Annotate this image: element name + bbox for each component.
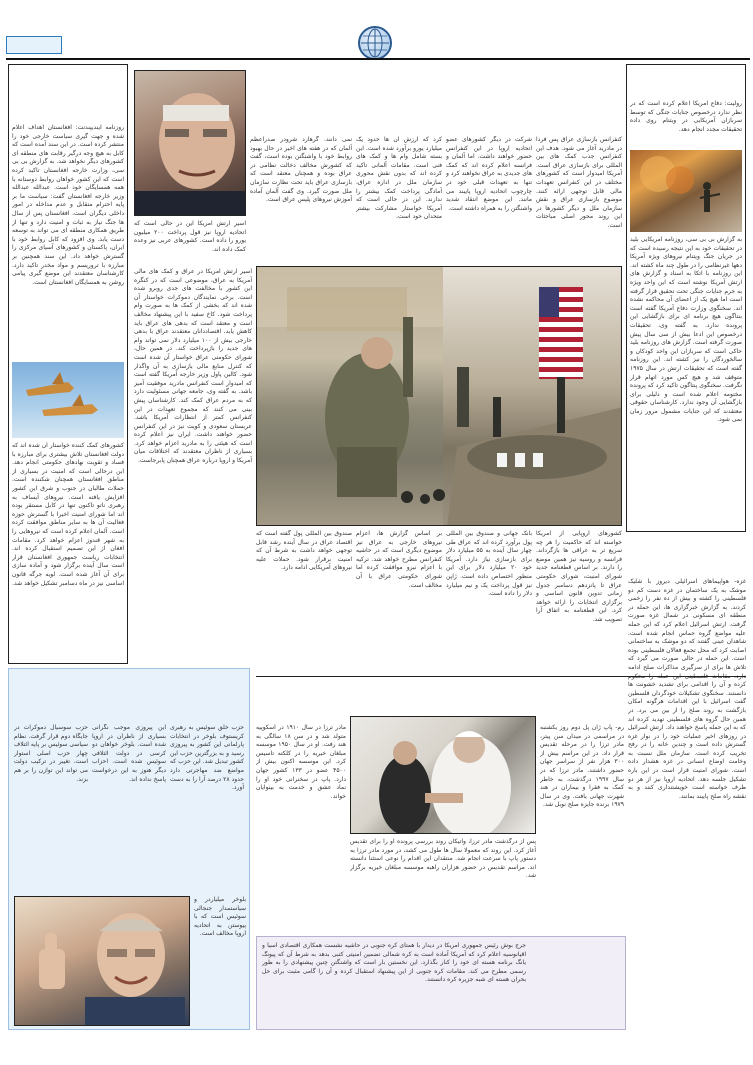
schroeder-photo [134, 70, 246, 216]
teresa-body-col2: مادر ترزا در سال ۱۹۱۰ در اسکوپیه متولد شد و در سن ۱۸ سالگی به هند رفت. او در سال ۱۹۵۰ موسسه مبلغان خیریه را در کلکته تاسیس کرد. این موسسه اکنون بیش از ۴۵۰۰ عضو در ۱۳۳ کشور جهان دارد. پاپ در سخنرانی خود او را نماد عشق و خدمت به بینوایان خواند. [256, 724, 346, 800]
teresa-body-bottom: پس از درگذشت مادر ترزا، واتیکان روند بررسی پرونده او را برای تقدیس آغاز کرد. این روند که معمولا سال ها طول می کشد، در مورد مادر ترزا به دستور پاپ با سرعت انجام شد. منتقدان این اقدام را نوعی استثنا دانسته اند. مراسم تقدیس در حضور هزاران راهبه موسسه مبلغان خیریه برگزار شد. [350, 838, 536, 880]
jets-photo [12, 362, 124, 438]
lower-body-col3: بر اساس گزارش ها، اعزام نیروهای خارجی به عراق نیز موضوع دیگری است که در حاشیه کنفرانس مطرح خواهد شد. ترکیه با اعزام نیرو موافقت کرده اما شورای حکومتی عراق با آن مخالف است. [356, 530, 442, 589]
main-body-col3: کرد که ارزش آن ها حدود یک میلیارد یورو برآورد شده است. این بسته شامل وام ها و کمک های فنی است. مقامات آلمانی تاکید کرده اند که بدون نقش محوری سازمان ملل در اداره عراق، آمادگی پرداخت کمک بیشتر را ندارند. این در حالی است که آمریکا خواستار مشارکت بیشتر متحدان خود است. [356, 136, 442, 221]
left-body-bottom: کشورهای کمک کننده خواستار آن شده اند که دولت افغانستان تلاش بیشتری برای مبارزه با فساد و تقویت نهادهای حکومتی انجام دهد. این درحالی است که امنیت در بسیاری از مناطق افغانستان همچنان شکننده است. حملات طالبان در جنوب و شرق این کشور افزایش یافته است. نیروهای آیساف به رهبری ناتو تاکنون تنها در کابل مستقر بوده اند اما شورای امنیت اخیرا با گسترش حوزه فعالیت آن ها به سایر مناطق موافقت کرده است. آلمان اعلام کرده است که نیروهایی را به شهر قندوز اعزام خواهد کرد. مقامات افغان از این تصمیم استقبال کرده اند. انتخابات ریاست جمهوری افغانستان قرار است سال آینده برگزار شود و آماده سازی برای آن آغاز شده است. لویه جرگه قانون اساسی نیز در ماه دسامبر تشکیل خواهد شد. [12, 442, 124, 587]
vietnam-photo [630, 150, 742, 232]
lower-body-col1: کشورهای اروپایی از آمریکا خواسته اند که حاکمیت را هر چه سریع تر به عراقی ها بازگرداند. فرانسه و روسیه نیز همین موضع را دارند. بر اساس قطعنامه جدید شورای امنیت، شورای حکومتی عراق تا پانزدهم دسامبر جدول زمانی تدوین قانون اساسی و برگزاری انتخابات را ارائه خواهد کرد. این قطعنامه به اتفاق آرا تصویب شد. [536, 530, 622, 623]
swiss-body-col1: حزب خلق سوئیس به رهبری کریستوف بلوخر در انتخابات پارلمانی این کشور به پیروزی رسید و به بزرگترین حزب این کشور تبدیل شد. این حزب که مواضع ضد مهاجرتی دارد حدود ۲۸ درصد آرا را به دست آورد. [170, 724, 244, 792]
header-rule [6, 58, 750, 60]
main-body-col4: نمی دانند. گرهارد شرودر صدراعظم آلمان که در هفته های اخیر در حال بهبود روابط خود با واشنگتن بوده است، گفت که کشورش مخالف دخالت نظامی در عراق بوده و همچنان معتقد است که بازسازی عراق باید تحت نظارت سازمان ملل صورت گیرد. وی گفت آلمان آماده آموزش نیروهای پلیس عراق است. [250, 136, 352, 204]
blocher-photo [14, 896, 190, 1026]
swiss-body-col3: حزب سوسیال دموکرات در جایگاه دوم قرار گرفت. نظام سیاسی سوئیس بر پایه ائتلاف چهار حزب اصلی استوار است. تغییر در ترکیب دولت می تواند این توازن را بر هم بزند. [14, 724, 88, 783]
swiss-body-bottom: بلوخر میلیاردر و سیاستمدار جنجالی سوئیس است که با پیوستن به اتحادیه اروپا مخالف است. [194, 896, 246, 938]
main-body-col1: کنفرانس بازسازی عراق پس فردا در مادرید آغاز می شود. هدف این کنفرانس جذب کمک های بین المللی برای بازسازی عراق است. آمریکا امیدوار است که کشورهای مختلف در این کنفرانس تعهدات مالی قابل توجهی ارائه کنند. موضوع بازسازی عراق و نقش سازمان ملل و دیگر کشورها در این روند محور اصلی مباحثات است. [536, 136, 622, 229]
left-body-top: روزنامه ایندیپندنت: افغانستان اهداف اعلام شده و جهت گیری سیاست خارجی خود را منتشر کرده است. در این سند آمده است که کابل به هیچ وجه درگیر رقابت های منطقه ای کشورهای دیگر نخواهد شد. به گزارش بی بی سی، وزارت خارجه افغانستان تاکید کرده است که این کشور خواهان روابط دوستانه با همه همسایگان خود است. عبدالله عبدالله وزیر خارجه افغانستان گفت: سیاست ما بر پایه احترام متقابل و عدم مداخله در امور داخلی دیگران است. افغانستان پس از سال ها جنگ نیاز به ثبات و امنیت دارد و تنها از طریق همکاری منطقه ای می تواند به توسعه دست یابد. وی افزود که کابل روابط خود با ایران، پاکستان و کشورهای آسیای مرکزی را گسترش خواهد داد. این سند همچنین بر مبارزه با تروریسم و مواد مخدر تاکید دارد. کارشناسان معتقدند این موضع گیری پیامی روشن به همسایگان افغانستان است. [12, 124, 124, 286]
teresa-body-col1: رم- پاپ ژان پل دوم روز یکشنبه در مراسمی در میدان سن پیتر، مادر ترزا را در مرحله تقدیس قرار داد. در این مراسم بیش از ۳۰۰ هزار نفر از سراسر جهان حضور داشتند. مادر ترزا که در سال ۱۹۹۷ درگذشت، به خاطر کمک به فقرا و بیماران در هند شهرت جهانی یافت. وی در سال ۱۹۷۹ برنده جایزه صلح نوبل شد. [540, 724, 624, 809]
lower-body-col2: بانک جهانی و صندوق بین المللی پول برآورد کرده اند که عراق طی چهار سال آینده به ۵۵ میلیارد دلار برای بازسازی نیاز دارد. آمریکا خود ۲۰ میلیارد دلار برای این منظور اختصاص داده است. ژاپن نیز قول پرداخت یک و نیم میلیارد دلار را داده است. [446, 530, 532, 598]
newspaper-logo[interactable] [6, 36, 62, 54]
section-divider [256, 676, 746, 677]
right-body: به گزارش بی بی سی، روزنامه آمریکایی بلید در تحقیقات خود به این نتیجه رسیده است که در جریان جنگ ویتنام نیروهای ویژه آمریکا دهها غیرنظامی را در طول چند ماه کشته اند. این روزنامه با اتکا به اسناد و گزارش های ارتش آمریکا نوشته است که این واحد ویژه به جرم جنایات جنگی تحت تحقیق قرار گرفته است اما هیچ یک از اعضای آن محاکمه نشده اند. سخنگوی وزارت دفاع آمریکا گفته است بنتاگون هیچ برنامه ای برای بازگشایی این پرونده ندارد. به گفته وی، تحقیقات درخصوص این ادعا بیش از سی سال پیش صورت گرفته است. گزارش های روزنامه بلید حاکی است که سربازان این واحد کودکان و سالخوردگان را نیز کشته اند. این روزنامه گفته است که تحقیقات ارتش در سال ۱۹۷۵ متوقف شد و هیچ کس مورد اتهام قرار نگرفت. سخنگوی پنتاگون تاکید کرد که پرونده مختومه اعلام شده است و دلیلی برای بازگشایی آن وجود ندارد. کارشناسان حقوقی معتقدند که این جنایات مشمول مرور زمان نمی شود. [630, 236, 742, 424]
swiss-body-col2: این پیروزی موجب نگرانی بسیاری از ناظران در اروپا شده است. بلوخر خواهان دو کرسی در دولت ائتلافی سوئیس شده است. احزاب دیگر هنوز به این درخواست پاسخ نداده اند. [92, 724, 166, 783]
soldiers-photo [256, 266, 622, 526]
main-body-col2: شرکت در دیگر کشورهای عضو اتحادیه اروپا در این کنفرانس حضور خواهند داشت. اما آلمان و فرانسه اعلام کرده اند که کمک های جدیدی به عراق نخواهند کرد و تنها به تعهدات قبلی خود در چارچوب اتحادیه اروپا پایبند می مانند. این موضع انتقاد شدید واشنگتن را به همراه داشته است. [446, 136, 532, 212]
security-body: جرج بوش رئیس جمهوری آمریکا در دیدار با همتای کره جنوبی در حاشیه نشست همکاری اقتصادی آسیا و اقیانوسیه اعلام کرد که آمریکا آماده است به کره شمالی تضمین امنیتی کتبی بدهد به شرط آن که پیونگ یانگ برنامه هسته ای خود را کنار بگذارد. این نخستین بار است که واشنگتن چنین پیشنهادی را به طور رسمی مطرح می کند. مقامات کره جنوبی از این پیشنهاد استقبال کرده و آن را گامی مثبت برای حل بحران هسته ای شبه جزیره کره دانستند. [262, 942, 526, 984]
left-mid-body: اسیر ارتش آمریکا این در حالی است که اتحادیه اروپا نیز قول پرداخت ۲۰۰ میلیون یورو را داده است. کشورهای عربی نیز وعده کمک داده اند. [134, 220, 246, 253]
right-body-top: رولیت: دفاع آمریکا اعلام کرده است که در نظر ندارد درخصوص جنایات جنگی که توسط سربازان آمریکایی در ویتنام روی داده تحقیقات مجدد انجام دهد. [630, 100, 742, 133]
center-body-a: اسیر ارتش آمریکا در عراق و کمک های مالی آمریکا به عراق، موضوعی است که در کنگره این کشور با مخالفت های جدی روبرو شده است. برخی نمایندگان دموکرات خواستار آن شده اند که بخشی از کمک ها به صورت وام پرداخت شود. کاخ سفید با این پیشنهاد مخالف است و معتقد است که بدهی های عراق باید کاهش یابد. اقتصاددانان معتقدند عراق با بدهی خارجی بیش از ۱۰۰ میلیارد دلار نمی تواند وام های جدید را بازپرداخت کند. در همین حال، شورای حکومتی عراق خواستار آن شده است که کنترل منابع مالی بازسازی به آن واگذار شود. کالین پاول وزیر خارجه آمریکا گفته است که امیدوار است کنفرانس مادرید موفقیت آمیز باشد. به گفته وی، جامعه جهانی مسئولیت دارد که به مردم عراق کمک کند. کارشناسان پیش بینی می کنند که مجموع تعهدات در این کنفرانس کمتر از انتظارات آمریکا باشد. عربستان سعودی و کویت نیز در این کنفرانس حضور خواهند داشت. ایران نیز اعلام کرده است که هیئتی را به مادرید اعزام خواهد کرد. بسیاری از ناظران معتقدند که اختلافات میان آمریکا و اروپا درباره عراق همچنان پابرجاست. [134, 268, 252, 465]
gaza-body: غزه- هواپیماهای اسرائیلی دیروز با شلیک موشک به یک ساختمان در غزه دست کم دو فلسطینی را کشته و بیش از ده نفر را زخمی کردند. به گزارش خبرگزاری ها، این حمله در منطقه ای مسکونی در شمال غزه صورت گرفت. ارتش اسرائیل اعلام کرد که این حمله علیه مواضع گروه حماس انجام شده است. شاهدان عینی گفتند که دو موشک به ساختمانی اصابت کرد که محل تجمع فعالان فلسطینی بوده است. این حمله در حالی صورت می گیرد که تلاش ها برای از سرگیری مذاکرات صلح ادامه کرده و آن را اقدامی برای تشدید خشونت ها دانستند. سخنگوی تشکیلات خودگردان فلسطین گفت اسرائیل با این اقدامات هرگونه امکان بازگشت به روند صلح را از بین می برد. در همین حال گروه های فلسطینی تهدید کرده اند که به این حمله پاسخ خواهند داد. ارتش اسرائیل در روزهای اخیر عملیات خود را در نوار غزه گسترش داده است و چندین خانه را در رفح تخریب کرده است. سازمان ملل نسبت به وخامت اوضاع انسانی در غزه هشدار داده است. شورای امنیت قرار است در این باره تشکیل جلسه دهد. اتحادیه اروپا نیز از هر دو طرف خواسته است خویشتنداری کنند و به نقشه راه صلح پایبند بمانند. [628, 578, 746, 800]
teresa-pope-photo [350, 716, 536, 834]
globe-icon [358, 26, 392, 60]
lower-body-col4: صندوق بین المللی پول گفته است که اقتصاد عراق در سال آینده رشد قابل توجهی خواهد داشت به شرط آن که امنیت برقرار شود. حملات علیه نیروهای آمریکایی ادامه دارد. [256, 530, 352, 572]
